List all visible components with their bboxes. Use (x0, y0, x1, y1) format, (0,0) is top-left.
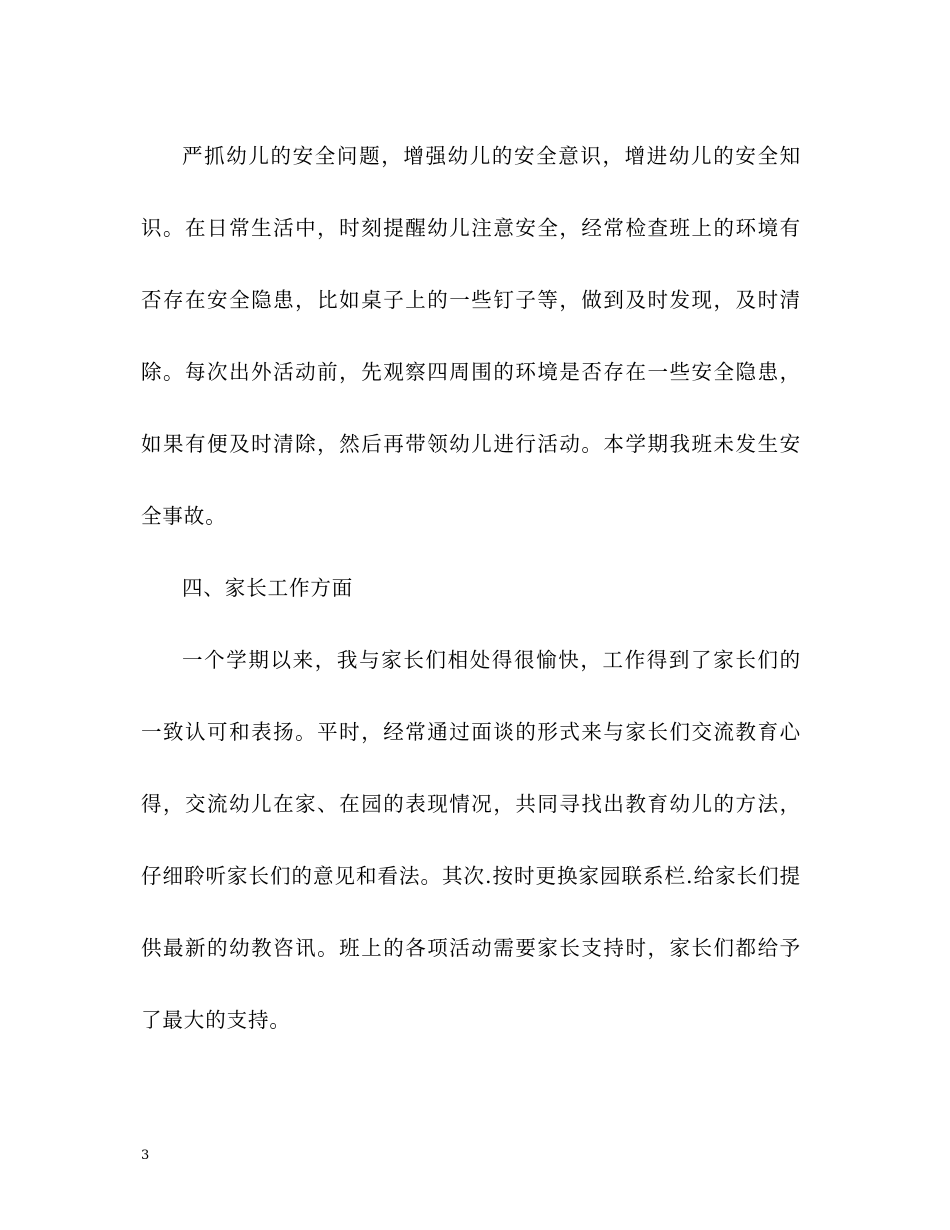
paragraph-parent-work: 一个学期以来，我与家长们相处得很愉快，工作得到了家长们的一致认可和表扬。平时，经常通过面谈的形式来与家长们交流教育心得，交流幼儿在家、在园的表现情况，共同寻找出教育幼儿的方法，仔细聆听家长们的意见和看法。其次.按时更换家园联系栏.给家长们提供最新的幼教咨讯。班上的各项活动需要家长支持时，家长们都给予了最大的支持。 (141, 648, 801, 1032)
page-number: 3 (141, 1148, 150, 1163)
section-heading-parent-work: 四、家长工作方面 (182, 576, 354, 600)
body-text (141, 120, 801, 1056)
paragraph-safety: 严抓幼儿的安全问题，增强幼儿的安全意识，增进幼儿的安全知识。在日常生活中，时刻提醒幼儿注意安全，经常检查班上的环境有否存在安全隐患，比如桌子上的一些钉子等，做到及时发现，及时清除。每次出外活动前，先观察四周围的环境是否存在一些安全隐患，如果有便及时清除，然后再带领幼儿进行活动。本学期我班未发生安全事故。 (141, 144, 801, 528)
